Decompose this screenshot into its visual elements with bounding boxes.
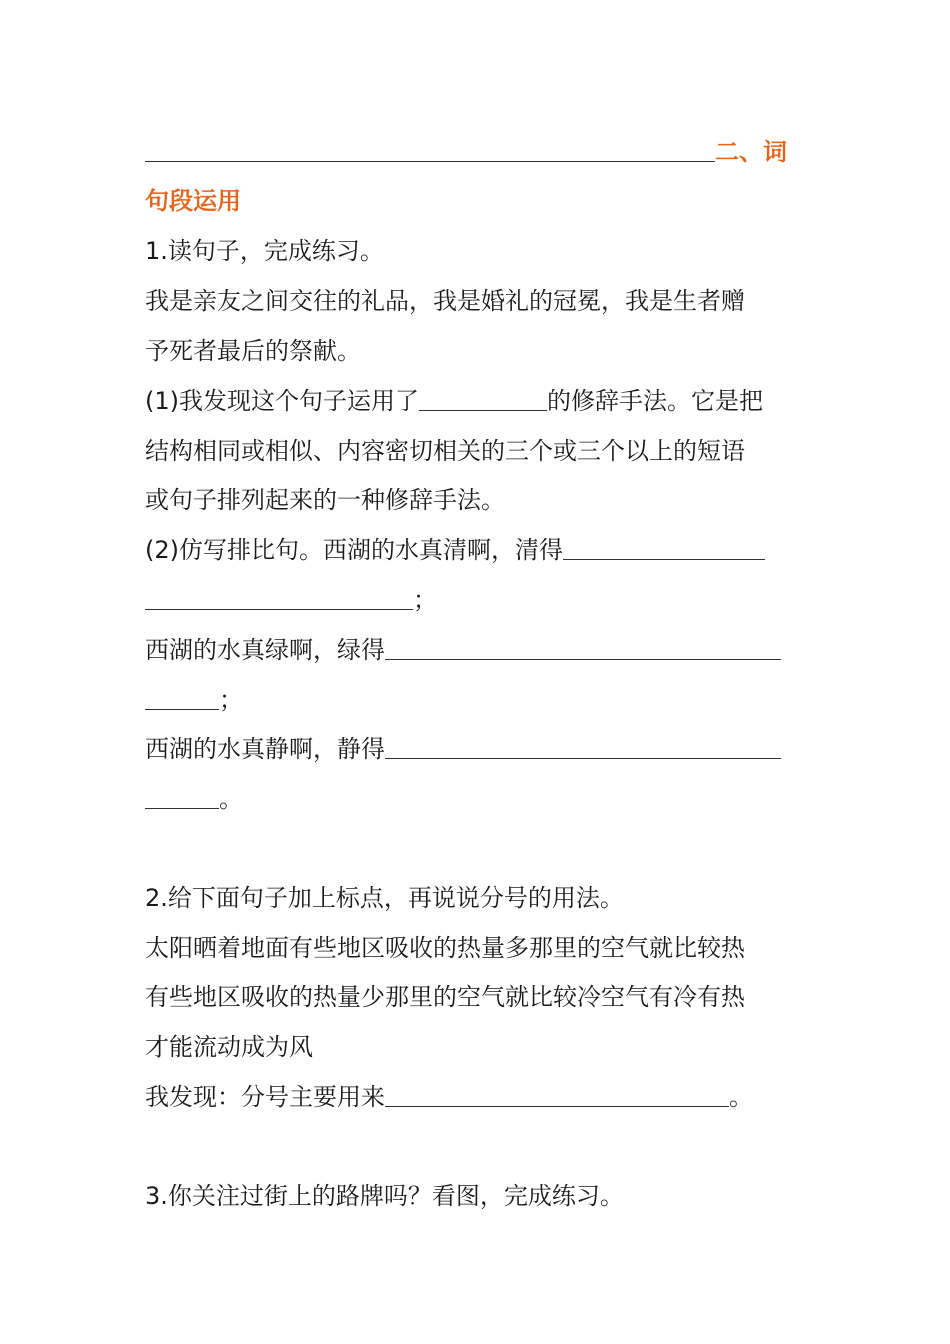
q1-sentence-line2: 予死者最后的祭献。 <box>145 337 361 365</box>
q1-part2-prefix: (2)仿写排比句。西湖的水真清啊，清得 <box>145 536 563 564</box>
semicolon-usage-blank[interactable] <box>385 1082 729 1107</box>
section-title-part2: 句段运用 <box>145 187 241 215</box>
q3-title: 3.你关注过街上的路牌吗？看图，完成练习。 <box>145 1182 624 1210</box>
quiet-blank-1[interactable] <box>385 734 781 759</box>
q1-part2-line1 <box>145 535 795 565</box>
q2-text-line1: 太阳晒着地面有些地区吸收的热量多那里的空气就比较热 <box>145 934 745 962</box>
heading-blank[interactable] <box>145 137 715 162</box>
q1-part1-line3: 或句子排列起来的一种修辞手法。 <box>145 486 505 514</box>
green-prefix: 西湖的水真绿啊，绿得 <box>145 636 385 664</box>
green-blank-1[interactable] <box>385 635 781 660</box>
q2-text-line3: 才能流动成为风 <box>145 1033 313 1061</box>
q1-green-line2 <box>145 685 795 715</box>
section-title-part1: 二、词 <box>715 138 787 166</box>
clear-blank-1[interactable] <box>563 535 765 560</box>
quiet-prefix: 西湖的水真静啊，静得 <box>145 735 385 763</box>
period-1: 。 <box>219 785 243 813</box>
q1-green-line1 <box>145 635 795 665</box>
q1-part1-prefix: (1)我发现这个句子运用了 <box>145 387 419 415</box>
clear-blank-2[interactable] <box>145 585 413 610</box>
semicolon-2: ； <box>219 686 243 714</box>
semicolon-1: ； <box>413 586 437 614</box>
q1-part1-line2: 结构相同或相似、内容密切相关的三个或三个以上的短语 <box>145 437 745 465</box>
quiet-blank-2[interactable] <box>145 784 219 809</box>
green-blank-2[interactable] <box>145 685 219 710</box>
q1-quiet-line1 <box>145 734 795 764</box>
q1-sentence-line1: 我是亲友之间交往的礼品，我是婚礼的冠冕，我是生者赠 <box>145 287 745 315</box>
q2-title: 2.给下面句子加上标点，再说说分号的用法。 <box>145 884 624 912</box>
q2-text-line2: 有些地区吸收的热量少那里的空气就比较冷空气有冷有热 <box>145 983 745 1011</box>
rhetoric-blank[interactable] <box>419 386 547 411</box>
q1-title: 1.读句子，完成练习。 <box>145 237 384 265</box>
found-prefix: 我发现：分号主要用来 <box>145 1083 385 1111</box>
section-heading-line1 <box>145 137 795 167</box>
q1-quiet-line2 <box>145 784 795 814</box>
q2-found-line <box>145 1082 795 1112</box>
q1-part1-suffix: 的修辞手法。它是把 <box>547 387 763 415</box>
q1-part1-line1 <box>145 386 795 416</box>
q1-part2-line2 <box>145 585 795 615</box>
section-heading-line2 <box>145 186 795 216</box>
found-suffix: 。 <box>729 1083 753 1111</box>
